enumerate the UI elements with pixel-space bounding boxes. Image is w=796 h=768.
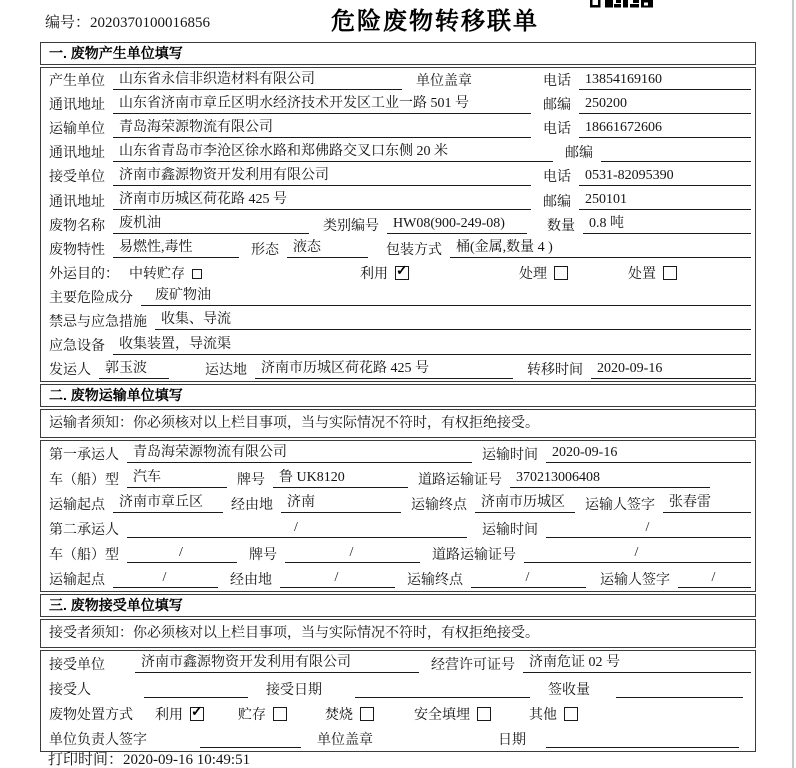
producer-unit-value: 山东省永信非织造材料有限公司	[113, 71, 402, 90]
vehicle-type1-value: 汽车	[127, 469, 227, 488]
waste-name-label: 废物名称	[49, 218, 105, 234]
transfer-time-label: 转移时间	[527, 363, 583, 379]
waste-name-value: 废机油	[113, 215, 309, 234]
transport-unit-label: 运输单位	[49, 122, 105, 138]
qr-code-fragment	[590, 0, 654, 9]
purpose-option-treat: 处理	[519, 263, 568, 283]
plate1-label: 牌号	[237, 472, 265, 488]
receive-phone-value: 0531-82095390	[579, 167, 751, 186]
purpose-option-transit-storage: 中转贮存	[129, 263, 202, 283]
sign2-label: 运输人签字	[600, 572, 670, 588]
category-code-label: 类别编号	[323, 218, 379, 234]
row-second-carrier	[41, 516, 755, 541]
license-label: 经营许可证号	[431, 657, 515, 673]
transit-storage-checkbox	[192, 269, 202, 279]
date-value	[546, 729, 739, 748]
row-receive-address	[41, 188, 755, 212]
section2-body	[40, 440, 756, 592]
end2-value: /	[471, 569, 586, 588]
transport-zip-value	[601, 143, 751, 162]
row-transport-unit	[41, 116, 755, 140]
doc-number-label: 编号：	[45, 15, 91, 31]
section3-notice	[40, 619, 756, 648]
transport-time2-value: /	[546, 519, 751, 538]
waste-traits-label: 废物特性	[49, 242, 105, 258]
row-route2	[41, 566, 755, 591]
received-qty-label: 签收量	[548, 682, 590, 698]
transport-phone-label: 电话	[543, 122, 571, 138]
row-taboo-measures	[41, 309, 755, 333]
accept-date-value	[355, 679, 530, 698]
via2-label: 经由地	[230, 572, 272, 588]
waste-traits-value: 易燃性,毒性	[113, 239, 239, 258]
producer-unit-label: 产生单位	[49, 74, 105, 90]
via1-value: 济南	[281, 494, 401, 513]
destination-value: 济南市历城区荷花路 425 号	[255, 360, 513, 379]
receive-zip-value: 250101	[579, 191, 751, 210]
packing-label: 包装方式	[386, 242, 442, 258]
disposal-incinerate-checkbox	[360, 707, 374, 721]
quantity-value: 0.8 吨	[583, 215, 751, 234]
purpose-option-dispose: 处置	[628, 263, 677, 283]
receive-zip-label: 邮编	[543, 194, 571, 210]
transport-address-value: 山东省青岛市李沧区徐水路和郑佛路交叉口东侧 20 米	[113, 143, 553, 162]
row-main-hazard	[41, 285, 755, 309]
row-producer-unit	[41, 68, 755, 92]
receive-unit-value: 济南市鑫源物资开发利用有限公司	[113, 167, 531, 186]
acceptor-value	[144, 679, 248, 698]
plate2-label: 牌号	[249, 547, 277, 563]
row-vehicle-type2	[41, 541, 755, 566]
disposal-utilize-checkbox	[190, 707, 204, 721]
section3-header	[40, 594, 756, 617]
first-carrier-label: 第一承运人	[49, 447, 119, 463]
transport-unit-value: 青岛海荣源物流有限公司	[113, 119, 531, 138]
disposal-method-label: 废物处置方式	[49, 707, 133, 723]
road-cert1-value: 370213006408	[510, 469, 710, 488]
transport-zip-label: 邮编	[565, 146, 593, 162]
producer-phone-value: 13854169160	[579, 71, 751, 90]
category-code-value: HW08(900-249-08)	[387, 215, 527, 234]
waste-form-value: 液态	[287, 239, 368, 258]
row-route1	[41, 491, 755, 516]
row-producer-address	[41, 92, 755, 116]
via1-label: 经由地	[231, 497, 273, 513]
leader-signature-value	[200, 729, 301, 748]
row-shipper	[41, 357, 755, 381]
taboo-measures-label: 禁忌与应急措施	[49, 314, 147, 330]
acceptor-label: 接受人	[49, 682, 91, 698]
producer-zip-label: 邮编	[543, 98, 571, 114]
page-title: 危险废物转移联单	[331, 8, 539, 35]
treat-checkbox	[554, 266, 568, 280]
shipper-value: 郭玉波	[99, 360, 169, 379]
receive-address-label: 通讯地址	[49, 194, 105, 210]
transport-phone-value: 18661672606	[579, 119, 751, 138]
road-cert1-label: 道路运输证号	[418, 472, 502, 488]
main-hazard-value: 废矿物油	[141, 287, 751, 306]
end1-value: 济南市历城区	[475, 494, 575, 513]
packing-value: 桶(金属,数量 4 )	[450, 239, 751, 258]
row-first-carrier	[41, 441, 755, 466]
leader-signature-label: 单位负责人签字	[49, 732, 147, 748]
emergency-equipment-label: 应急设备	[49, 339, 105, 355]
origin2-value: /	[113, 569, 218, 588]
receive-unit-label: 接受单位	[49, 170, 105, 186]
section1-body	[40, 67, 756, 382]
unit-stamp2-label: 单位盖章	[317, 732, 373, 748]
origin1-label: 运输起点	[49, 497, 105, 513]
section2-notice	[40, 409, 756, 438]
row-waste-name	[41, 213, 755, 237]
row-disposal-method	[41, 701, 755, 726]
second-carrier-value: /	[127, 519, 467, 538]
sign2-value: /	[678, 569, 751, 588]
producer-phone-label: 电话	[543, 74, 571, 90]
section1-title: 一. 废物产生单位填写	[49, 45, 183, 61]
purpose-option-utilize: 利用 ✓	[360, 263, 409, 283]
row-waste-traits	[41, 237, 755, 261]
emergency-equipment-value: 收集装置，导流渠	[113, 336, 751, 355]
section3-body	[40, 650, 756, 752]
date-label: 日期	[498, 732, 526, 748]
row-transport-address	[41, 140, 755, 164]
waste-form-label: 形态	[251, 242, 279, 258]
section3-title: 三. 废物接受单位填写	[49, 597, 183, 614]
accept-date-label: 接受日期	[266, 682, 322, 698]
row-vehicle-type1	[41, 466, 755, 491]
sign1-label: 运输人签字	[585, 497, 655, 513]
via2-value: /	[280, 569, 395, 588]
transport-time1-label: 运输时间	[482, 447, 538, 463]
plate1-value: 鲁 UK8120	[273, 469, 408, 488]
disposal-option-other: 其他	[529, 704, 578, 724]
received-qty-value	[616, 679, 743, 698]
end2-label: 运输终点	[407, 572, 463, 588]
disposal-option-incinerate: 焚烧	[325, 704, 374, 724]
receive-phone-label: 电话	[543, 170, 571, 186]
sign1-value: 张春雷	[663, 494, 751, 513]
row-accept-unit	[41, 651, 755, 676]
dispose-checkbox	[663, 266, 677, 280]
transport-time2-label: 运输时间	[482, 522, 538, 538]
disposal-option-storage: 贮存	[238, 704, 287, 724]
disposal-landfill-checkbox	[477, 707, 491, 721]
row-transfer-purpose	[41, 261, 755, 285]
page-edge-line	[792, 0, 794, 768]
producer-zip-value: 250200	[579, 95, 751, 114]
disposal-other-checkbox	[564, 707, 578, 721]
second-carrier-label: 第二承运人	[49, 522, 119, 538]
utilize-checkbox	[395, 266, 409, 280]
carrier-notice-text: 运输者须知：你必须核对以上栏目事项，当与实际情况不符时，有权拒绝接受。	[49, 416, 539, 432]
producer-address-label: 通讯地址	[49, 98, 105, 114]
vehicle-type1-label: 车（船）型	[49, 472, 119, 488]
row-acceptor	[41, 676, 755, 701]
accept-unit-label: 接受单位	[49, 657, 105, 673]
quantity-label: 数量	[547, 218, 575, 234]
transfer-purpose-label: 外运目的：	[49, 266, 119, 282]
producer-address-value: 山东省济南市章丘区明水经济技术开发区工业一路 501 号	[113, 95, 531, 114]
row-emergency-equipment	[41, 333, 755, 357]
transfer-time-value: 2020-09-16	[591, 360, 751, 379]
section2-title: 二. 废物运输单位填写	[49, 387, 183, 404]
main-hazard-label: 主要危险成分	[49, 290, 133, 306]
disposal-option-utilize: 利用 ✓	[155, 704, 204, 724]
print-time	[48, 748, 250, 768]
doc-number	[45, 11, 210, 32]
doc-number-value: 2020370100016856	[90, 15, 211, 31]
shipper-label: 发运人	[49, 363, 91, 379]
print-time-label: 打印时间：	[48, 752, 124, 768]
vehicle-type2-label: 车（船）型	[49, 547, 119, 563]
vehicle-type2-value: /	[127, 544, 237, 563]
road-cert2-label: 道路运输证号	[432, 547, 516, 563]
section1-header	[40, 42, 756, 65]
transport-time1-value: 2020-09-16	[546, 444, 751, 463]
row-receive-unit	[41, 164, 755, 188]
transport-address-label: 通讯地址	[49, 146, 105, 162]
disposal-storage-checkbox	[273, 707, 287, 721]
receive-address-value: 济南市历城区荷花路 425 号	[113, 191, 531, 210]
license-value: 济南危证 02 号	[523, 654, 751, 673]
print-time-value: 2020-09-16 10:49:51	[123, 752, 251, 768]
origin1-value: 济南市章丘区	[113, 494, 223, 513]
origin2-label: 运输起点	[49, 572, 105, 588]
first-carrier-value: 青岛海荣源物流有限公司	[127, 444, 472, 463]
accept-unit-value: 济南市鑫源物资开发利用有限公司	[135, 654, 419, 673]
road-cert2-value: /	[524, 544, 751, 563]
manifest-form	[40, 42, 756, 754]
unit-stamp-label: 单位盖章	[416, 74, 472, 90]
plate2-value: /	[285, 544, 420, 563]
disposal-option-landfill: 安全填埋	[414, 704, 491, 724]
taboo-measures-value: 收集、导流	[155, 311, 751, 330]
destination-label: 运达地	[205, 363, 247, 379]
acceptor-notice-text: 接受者须知：你必须核对以上栏目事项，当与实际情况不符时，有权拒绝接受。	[49, 626, 539, 642]
end1-label: 运输终点	[411, 497, 467, 513]
section2-header	[40, 384, 756, 407]
